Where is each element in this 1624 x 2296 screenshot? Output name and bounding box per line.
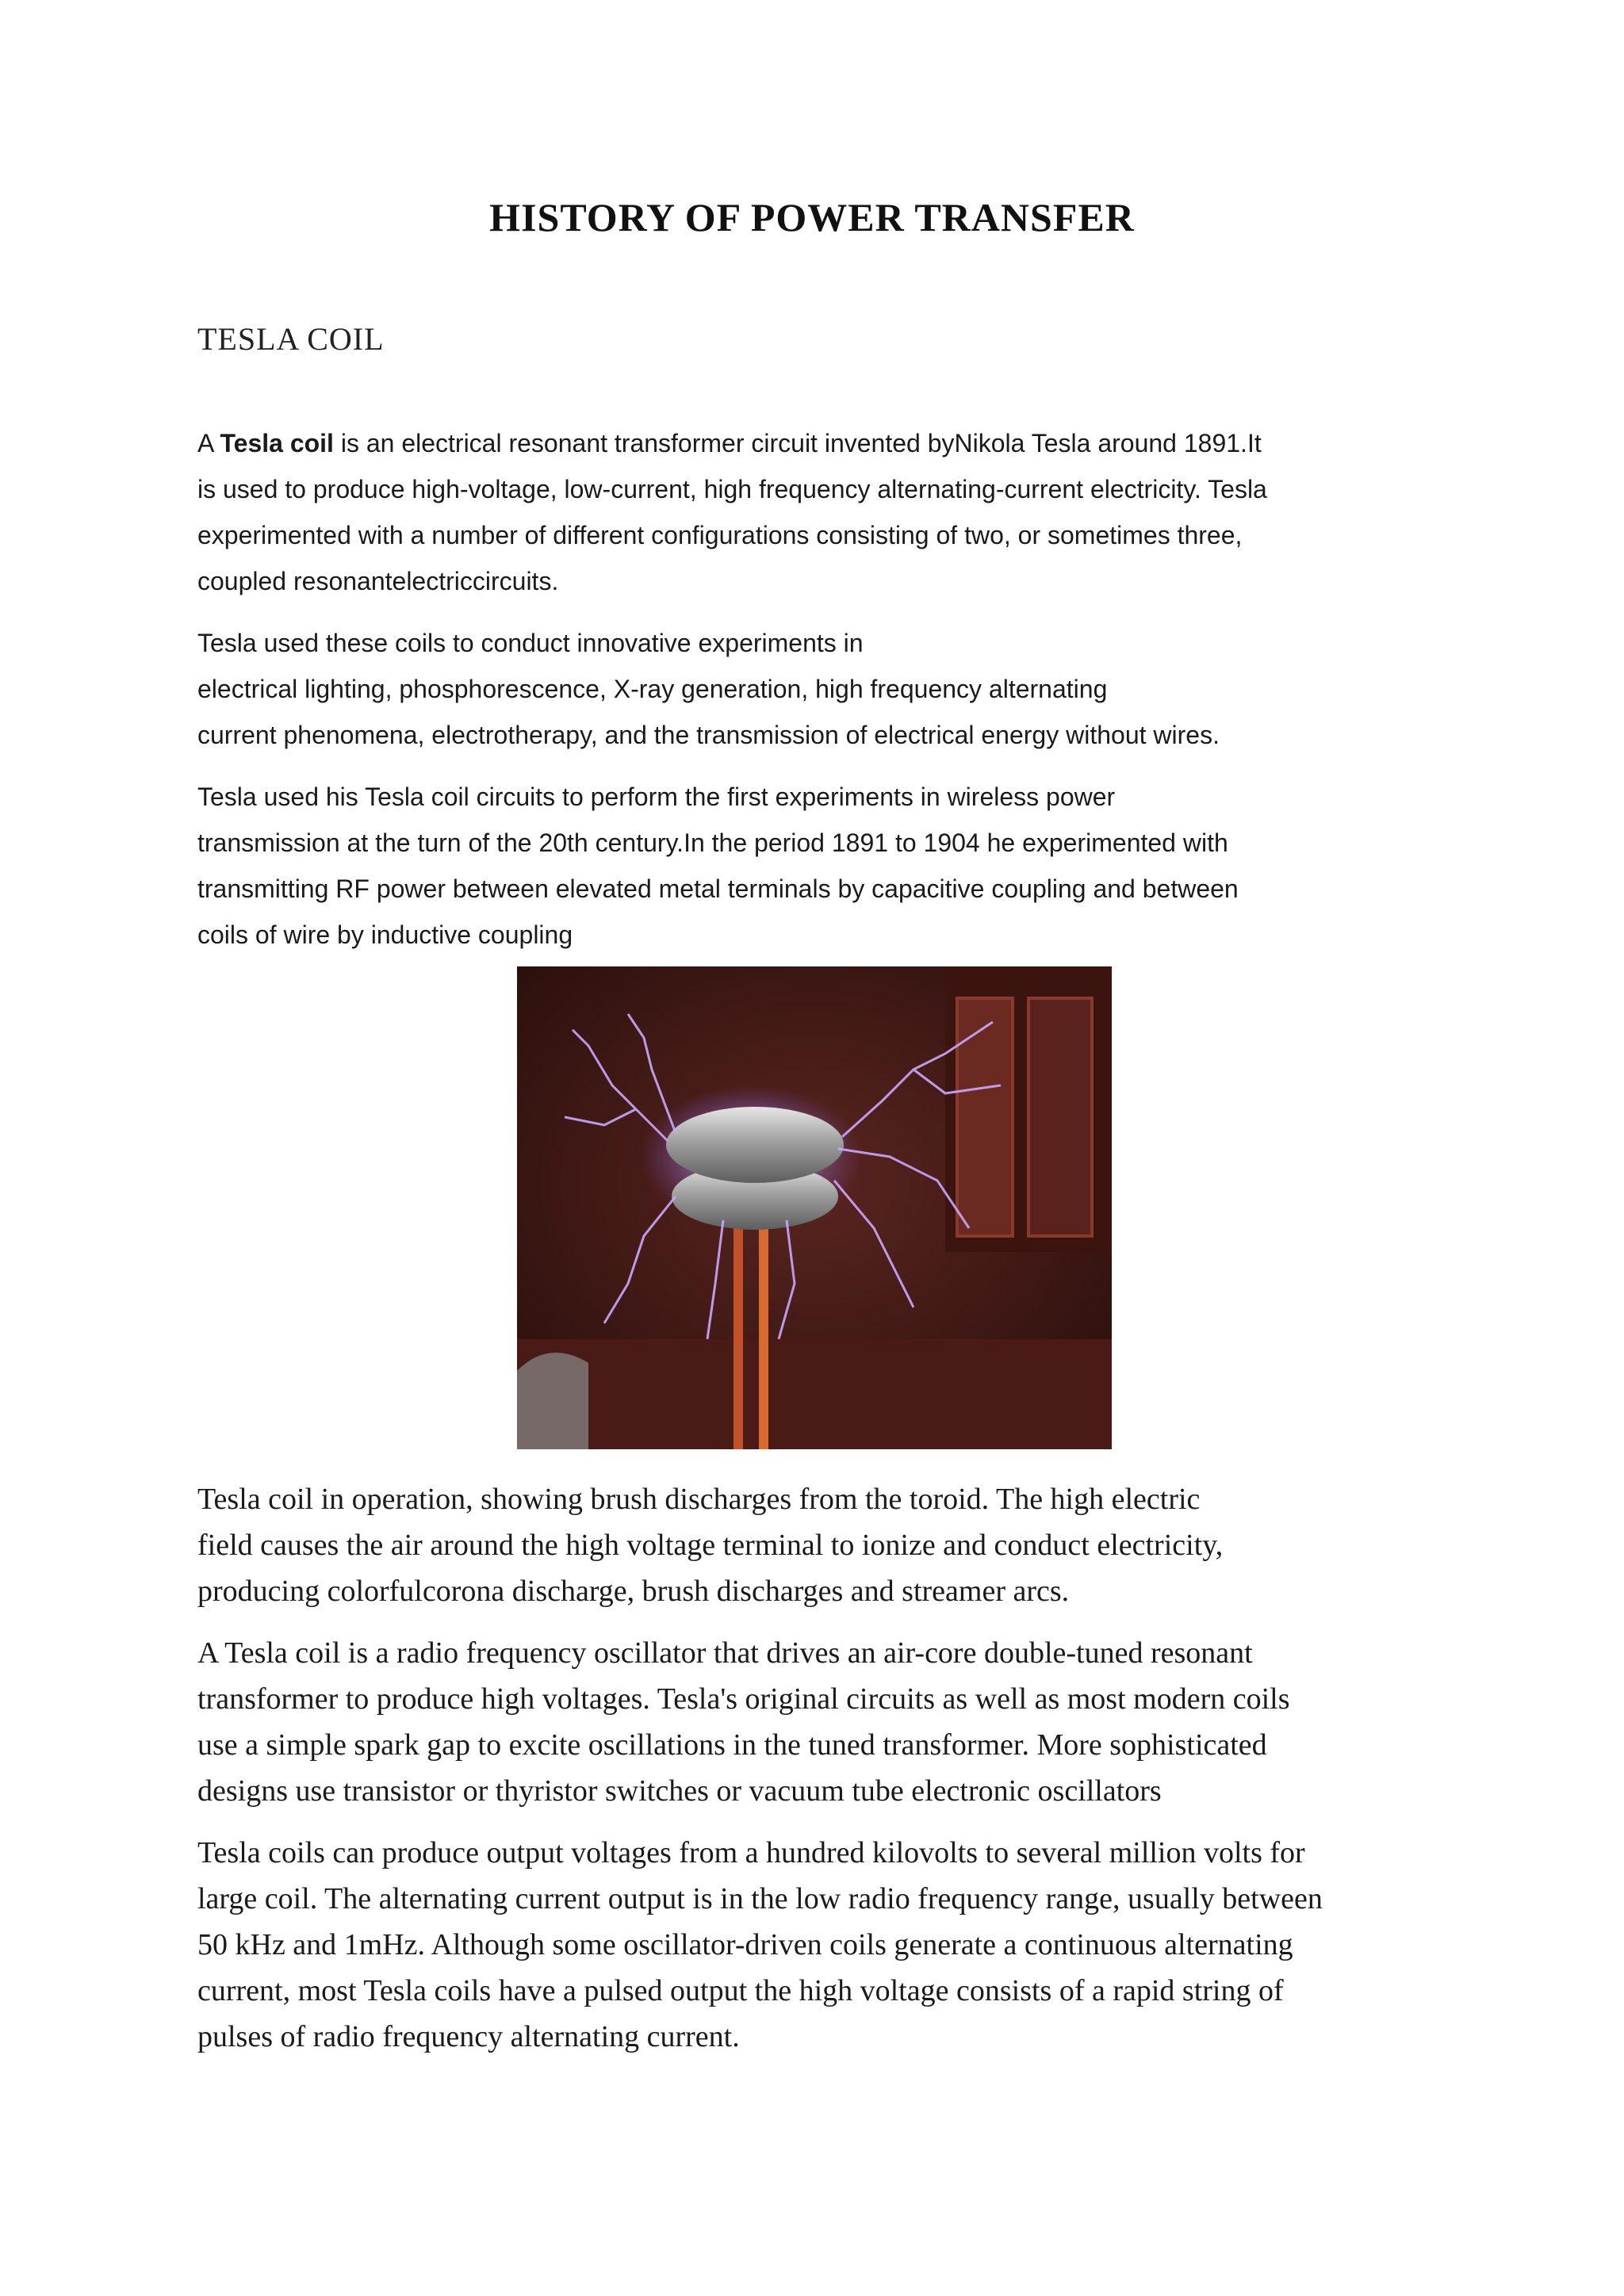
text-run: A — [197, 429, 220, 457]
tesla-coil-photo — [517, 966, 1112, 1449]
coil-rod — [759, 1204, 768, 1449]
caption-line: field causes the air around the high voltage terminal to ionize and conduct electricity, — [197, 1529, 1224, 1562]
paragraph-output — [197, 1830, 1434, 2060]
paragraph-line: coupled resonantelectriccircuits. — [197, 567, 559, 595]
paragraph-line: Tesla coils can produce output voltages from a hundred kilovolts to several million volts for — [197, 1836, 1305, 1869]
page-title: HISTORY OF POWER TRANSFER — [489, 195, 1135, 239]
paragraph-line: coils of wire by inductive coupling — [197, 920, 573, 949]
paragraph-line: transformer to produce high voltages. Tesla's original circuits as well as most modern coils — [197, 1682, 1290, 1716]
paragraph-line: current phenomena, electrotherapy, and the transmission of electrical energy without wires. — [197, 721, 1220, 749]
paragraph-line: 50 kHz and 1mHz. Although some oscillator-driven coils generate a continuous alternating — [197, 1928, 1293, 1961]
paragraph-line: A Tesla coil is a radio frequency oscillator that drives an air-core double-tuned resonant — [197, 1636, 1253, 1670]
coil-rod — [733, 1204, 743, 1449]
toroid-upper — [666, 1107, 844, 1183]
paragraph-line: Tesla used his Tesla coil circuits to perform the first experiments in wireless power — [197, 783, 1116, 811]
paragraph-oscillator — [197, 1630, 1434, 1814]
paragraph-line: current, most Tesla coils have a pulsed output the high voltage consists of a rapid string of — [197, 1974, 1284, 2007]
paragraph-line: large coil. The alternating current output is in the low radio frequency range, usually between — [197, 1882, 1323, 1915]
paragraph-line: transmission at the turn of the 20th century.In the period 1891 to 1904 he experimented with — [197, 828, 1228, 857]
tesla-coil-illustration — [517, 966, 1112, 1449]
paragraph-line: transmitting RF power between elevated metal terminals by capacitive coupling and between — [197, 874, 1239, 903]
paragraph-wireless — [197, 774, 1434, 958]
paragraph-line — [197, 420, 1434, 466]
paragraph-line: electrical lighting, phosphorescence, X-ray generation, high frequency alternating — [197, 675, 1108, 703]
caption-line: producing colorfulcorona discharge, brush discharges and streamer arcs. — [197, 1575, 1070, 1608]
floor — [517, 1339, 1112, 1449]
cabinet-door — [957, 998, 1013, 1236]
caption-line: Tesla coil in operation, showing brush discharges from the toroid. The high electric — [197, 1483, 1201, 1516]
paragraph-experiments — [197, 620, 1434, 758]
foreground-coil — [517, 1353, 588, 1449]
paragraph-line: experimented with a number of different configurations consisting of two, or sometimes three, — [197, 521, 1243, 549]
text-run: is an electrical resonant transformer circuit invented byNikola Tesla around 1891.It — [333, 429, 1262, 457]
paragraph-line: Tesla used these coils to conduct innovative experiments in — [197, 629, 864, 657]
bold-term: Tesla coil — [220, 429, 334, 457]
cabinet-door — [1028, 998, 1092, 1236]
paragraph-line: is used to produce high-voltage, low-current, high frequency alternating-current electricity. Tesla — [197, 475, 1267, 503]
paragraph-line: pulses of radio frequency alternating current. — [197, 2020, 740, 2053]
photo-caption — [197, 1476, 1434, 1614]
paragraph-line: use a simple spark gap to excite oscillations in the tuned transformer. More sophisticated — [197, 1728, 1267, 1762]
paragraph-intro — [197, 420, 1434, 604]
section-heading: TESLA COIL — [197, 321, 385, 357]
paragraph-line: designs use transistor or thyristor switches or vacuum tube electronic oscillators — [197, 1774, 1162, 1808]
